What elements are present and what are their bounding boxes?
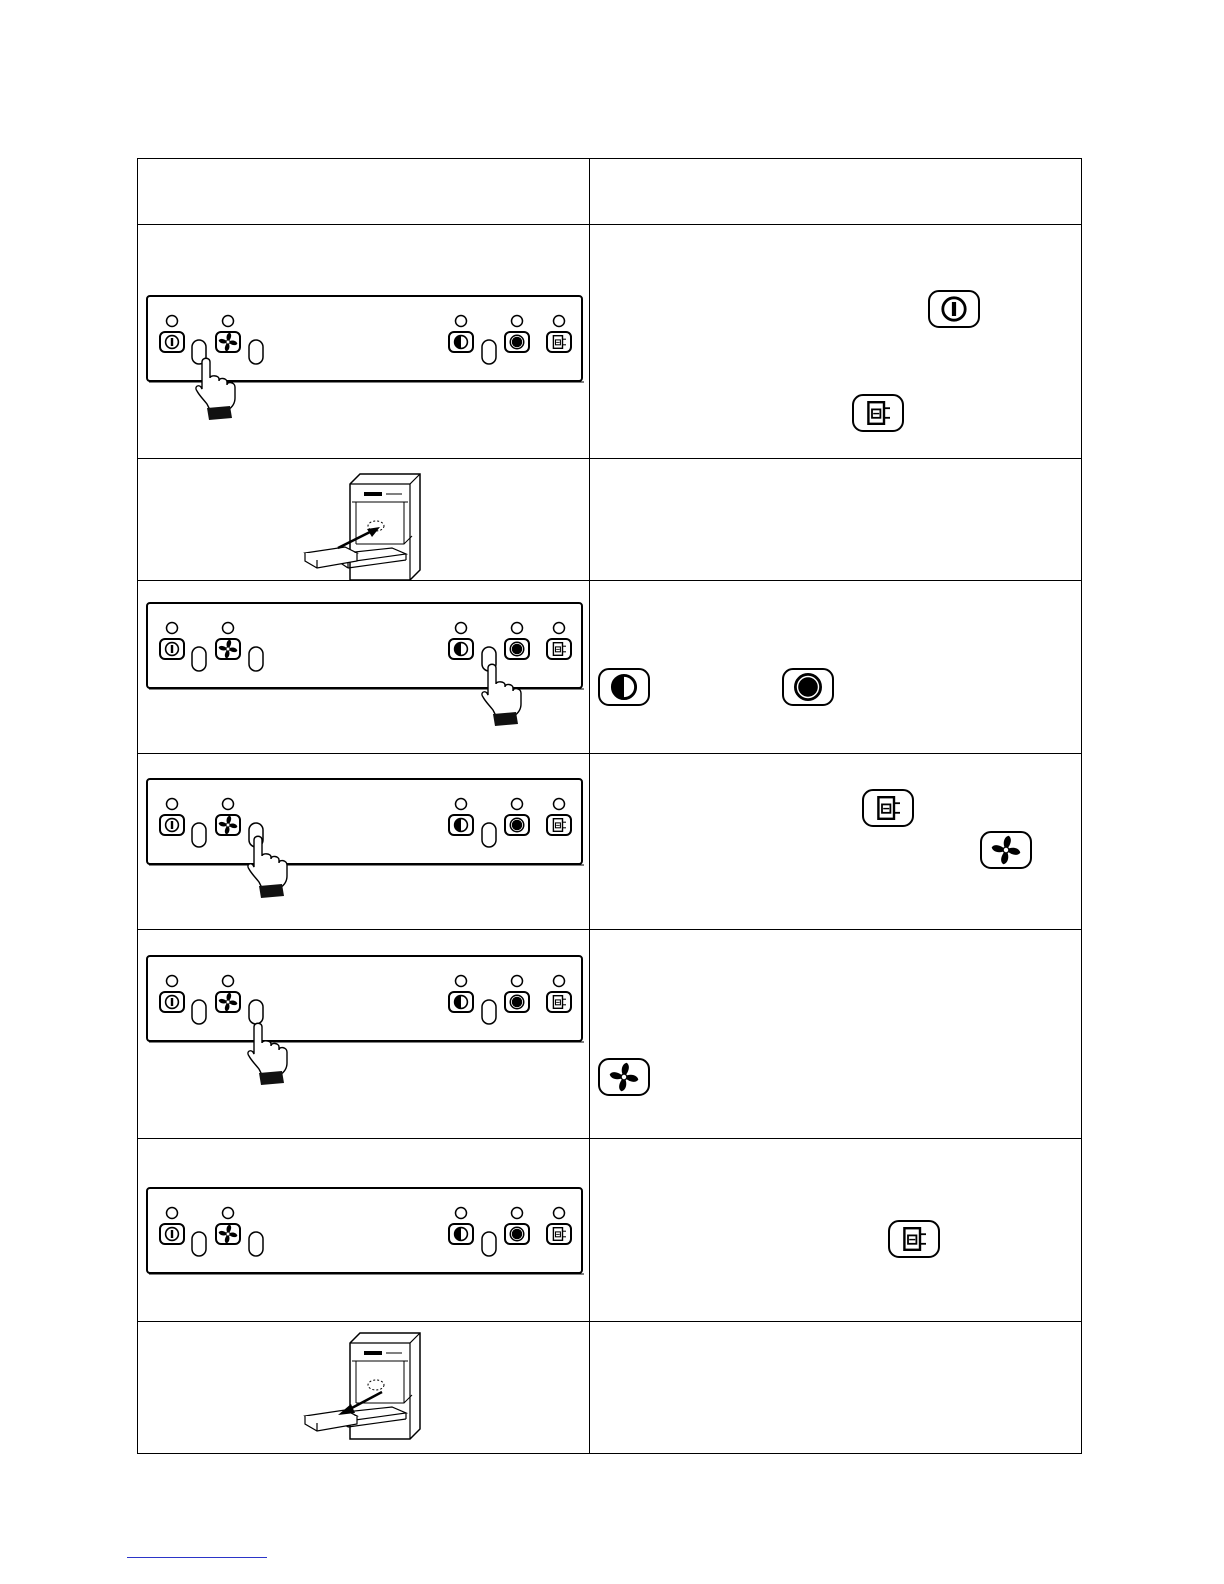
power-icon <box>929 291 979 327</box>
half-circle-icon <box>599 669 649 705</box>
drain-icon <box>889 1221 939 1257</box>
fan-icon <box>981 832 1031 868</box>
fan-icon <box>599 1059 649 1095</box>
control-panel <box>147 296 584 382</box>
control-panel <box>147 956 584 1042</box>
control-panel <box>147 603 584 689</box>
full-circle-icon <box>783 669 833 705</box>
machine-insert-tray-illustration <box>305 474 420 580</box>
control-panel <box>147 1188 584 1274</box>
footer-rule <box>127 1557 267 1558</box>
machine-remove-tray-illustration <box>305 1333 420 1439</box>
drain-icon <box>853 395 903 431</box>
control-panel <box>147 779 584 865</box>
drain-icon <box>863 790 913 826</box>
